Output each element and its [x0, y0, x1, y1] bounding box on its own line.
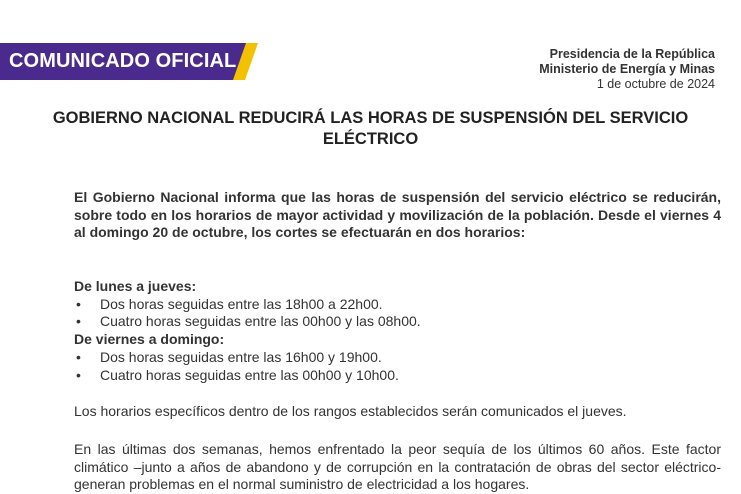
context-paragraph: En las últimas dos semanas, hemos enfrentado la peor sequía de los últimos 60 años. Este factor climático –junto a años de abandono y de corrupción en la contratación de obras del sector eléctrico- generan problemas en el normal suministro de electricidad a los hogares. — [74, 441, 721, 493]
bullet-icon: • — [76, 348, 81, 365]
issuer-block — [539, 47, 715, 92]
document-date: 1 de octubre de 2024 — [596, 77, 715, 91]
weekday-list — [74, 296, 721, 331]
weekend-list — [74, 349, 721, 384]
issuer-ministry: Ministerio de Energía y Minas — [539, 62, 715, 76]
banner-label: COMUNICADO OFICIAL — [9, 50, 237, 72]
lead-paragraph: El Gobierno Nacional informa que las horas de suspensión del servicio eléctrico se reducirán, sobre todo en los horarios de mayor actividad y movilización de la población. Desde el viernes 4 al domingo 20 de octubre, los cortes se efectuarán en dos horarios: — [74, 189, 721, 241]
document-title: GOBIERNO NACIONAL REDUCIRÁ LAS HORAS DE SUSPENSIÓN DEL SERVICIO ELÉCTRICO — [52, 109, 689, 148]
list-item — [74, 349, 721, 367]
list-item-text: Cuatro horas seguidas entre las 00h00 y 10h00. — [100, 366, 399, 383]
list-item-text: Cuatro horas seguidas entre las 00h00 y las 08h00. — [100, 313, 421, 330]
schedule-section — [74, 278, 721, 384]
list-item — [74, 313, 721, 331]
list-item-text: Dos horas seguidas entre las 16h00 y 19h00. — [100, 348, 382, 365]
bullet-icon: • — [76, 295, 81, 312]
bullet-icon: • — [76, 313, 81, 330]
weekend-heading: De viernes a domingo: — [74, 331, 225, 348]
bullet-icon: • — [76, 366, 81, 383]
list-item — [74, 296, 721, 314]
list-item — [74, 367, 721, 385]
issuer-presidency: Presidencia de la República — [549, 47, 715, 61]
weekday-heading: De lunes a jueves: — [74, 278, 197, 294]
list-item-text: Dos horas seguidas entre las 18h00 a 22h00. — [100, 295, 383, 312]
official-statement-banner — [0, 43, 258, 80]
notice-paragraph: Los horarios específicos dentro de los rangos establecidos serán comunicados el jueves. — [74, 403, 627, 419]
